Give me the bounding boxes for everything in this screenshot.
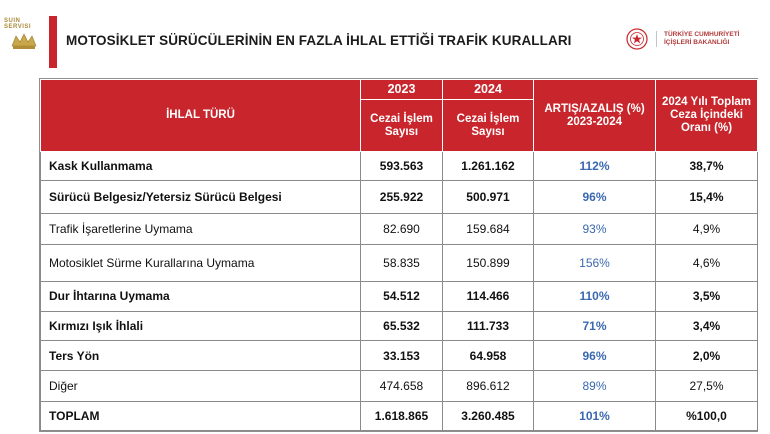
header-year-2023: 2023 [361,80,443,100]
count-2024-cell: 150.899 [443,244,534,281]
crest-icon [10,32,38,50]
violation-type-cell: Sürücü Belgesiz/Yetersiz Sürücü Belgesi [41,181,361,213]
count-2023-cell: 65.532 [361,311,443,340]
table-row [41,341,758,371]
header-change: ARTIŞ/AZALIŞ (%) 2023-2024 [534,80,656,152]
change-percent-cell: 71% [534,311,656,340]
share-percent-cell: 15,4% [656,181,758,213]
change-percent-cell: 112% [534,152,656,181]
ministry-seal-icon [626,28,648,50]
share-percent-cell: 38,7% [656,152,758,181]
share-percent-cell: 3,5% [656,281,758,311]
table-row [41,401,758,430]
count-2023-cell: 58.835 [361,244,443,281]
share-percent-cell: 4,9% [656,213,758,244]
share-percent-cell: 2,0% [656,341,758,371]
violation-type-cell: Kask Kullanmama [41,152,361,181]
title-accent-bar [49,16,57,68]
page-title: MOTOSİKLET SÜRÜCÜLERİNİN EN FAZLA İHLAL ETTİĞİ TRAFİK KURALLARI [66,33,572,48]
violation-type-cell: Dur İhtarına Uymama [41,281,361,311]
table-row [41,281,758,311]
violation-type-cell: TOPLAM [41,401,361,430]
change-percent-cell: 89% [534,371,656,401]
violation-type-cell: Motosiklet Sürme Kurallarına Uymama [41,244,361,281]
change-percent-cell: 101% [534,401,656,430]
count-2023-cell: 474.658 [361,371,443,401]
page-header [0,0,770,68]
ministry-line1: TÜRKİYE CUMHURİYETİ [664,31,740,38]
count-2023-cell: 593.563 [361,152,443,181]
share-percent-cell: %100,0 [656,401,758,430]
ministry-logo [626,28,739,50]
change-percent-cell: 156% [534,244,656,281]
count-2024-cell: 3.260.485 [443,401,534,430]
header-count-2023: Cezai İşlem Sayısı [361,100,443,152]
logo-text: SUIN SERVISI [4,18,32,30]
change-percent-cell: 96% [534,181,656,213]
violation-type-cell: Kırmızı Işık İhlali [41,311,361,340]
share-percent-cell: 27,5% [656,371,758,401]
police-logo [4,14,44,54]
violation-type-cell: Diğer [41,371,361,401]
ministry-line2: İÇİŞLERİ BAKANLIĞI [664,39,730,46]
count-2024-cell: 159.684 [443,213,534,244]
count-2024-cell: 500.971 [443,181,534,213]
count-2023-cell: 54.512 [361,281,443,311]
violations-table [39,78,758,432]
count-2024-cell: 111.733 [443,311,534,340]
header-year-2024: 2024 [443,80,534,100]
count-2023-cell: 82.690 [361,213,443,244]
count-2024-cell: 114.466 [443,281,534,311]
violation-type-cell: Trafik İşaretlerine Uymama [41,213,361,244]
change-percent-cell: 96% [534,341,656,371]
count-2023-cell: 33.153 [361,341,443,371]
header-share: 2024 Yılı Toplam Ceza İçindeki Oranı (%) [656,80,758,152]
table-row [41,244,758,281]
table-row [41,213,758,244]
table-row [41,181,758,213]
count-2023-cell: 255.922 [361,181,443,213]
change-percent-cell: 93% [534,213,656,244]
count-2024-cell: 896.612 [443,371,534,401]
table-row [41,371,758,401]
header-count-2024: Cezai İşlem Sayısı [443,100,534,152]
share-percent-cell: 3,4% [656,311,758,340]
count-2024-cell: 1.261.162 [443,152,534,181]
count-2024-cell: 64.958 [443,341,534,371]
change-percent-cell: 110% [534,281,656,311]
violation-type-cell: Ters Yön [41,341,361,371]
share-percent-cell: 4,6% [656,244,758,281]
table-row [41,311,758,340]
count-2023-cell: 1.618.865 [361,401,443,430]
table-row [41,152,758,181]
header-violation-type: İHLAL TÜRÜ [41,80,361,152]
